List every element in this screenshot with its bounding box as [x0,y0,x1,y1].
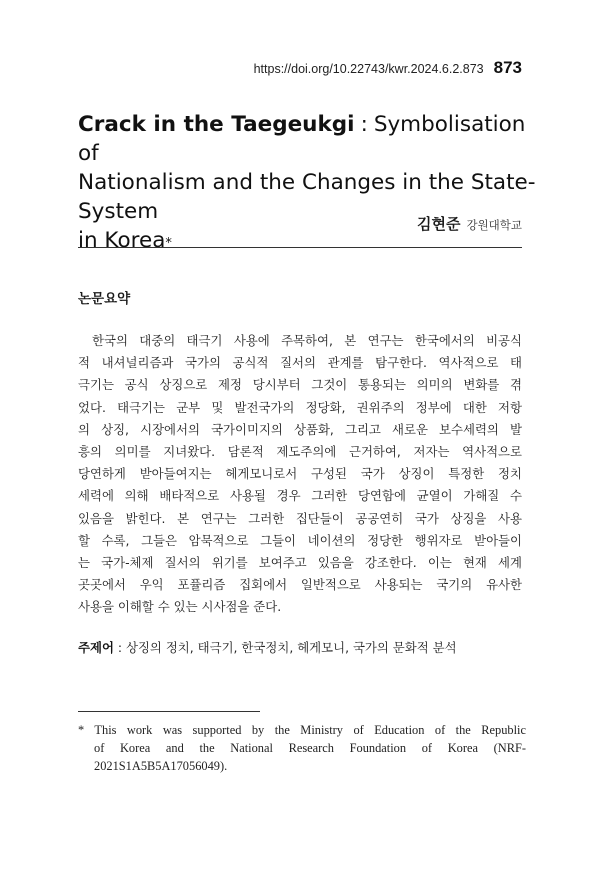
abstract-line: 한국의 대중의 태극기 사용에 주목하여, 본 연구는 한국에서의 비공식 [92,333,522,348]
page-number: 873 [493,58,522,77]
abstract-heading: 논문요약 [78,291,131,307]
author-name: 김현준 [416,215,461,233]
keywords-label: 주제어 [78,640,114,655]
title-main: Crack in the Taegeukgi [78,112,355,137]
doi-link[interactable]: https://doi.org/10.22743/kwr.2024.6.2.873 [253,62,484,76]
running-header [254,58,522,78]
abstract-line: 사용을 이해할 수 있는 시사점을 준다. [78,599,282,615]
footnote-divider [78,711,260,712]
footnote [78,721,526,775]
abstract-line: 있음을 밝힌다. 본 연구는 그러한 집단들이 공공연히 국가 상징을 사용 [78,510,522,526]
title-sub-2: Nationalism and the Changes in the State-System [78,170,536,224]
footnote-line: of Korea and the National Research Foundation of Korea (NRF- [94,741,526,755]
abstract-body [78,330,522,619]
title-separator: : [360,112,368,137]
abstract-line: 의 상징, 시장에서의 국가이미지의 상품화, 그리고 새로운 보수세력의 발 [78,421,522,437]
footnote-line: 2021S1A5B5A17056049). [94,759,228,773]
title-sub-3: in Korea [78,228,166,253]
title-footnote-mark: * [165,236,172,251]
abstract-line: 는 국가-체제 질서의 위기를 보여주고 있음을 강조한다. 이는 현재 세계 [78,555,522,571]
abstract-line: 곳곳에서 우익 포퓰리즘 집회에서 일반적으로 사용되는 국기의 유사한 [78,577,522,593]
abstract-line: 할 수록, 그들은 암묵적으로 그들이 네이션의 정당한 행위자로 받아들이 [78,532,522,548]
abstract-line: 적 내셔널리즘과 국가의 공식적 질서의 관계를 탐구한다. 역사적으로 태 [78,355,522,371]
abstract-line: 세력에 의해 배타적으로 사용될 경우 그러한 당연함에 균열이 가해질 수 [78,488,522,504]
abstract-line: 었다. 태극기는 군부 및 발전국가의 정당화, 권위주의 정부에 대한 저항 [78,399,522,415]
title-sub-1: Symbolisation of [78,112,526,166]
keywords [78,638,457,656]
author-affiliation: 강원대학교 [466,218,522,232]
abstract-line: 극기는 공식 상징으로 제정 당시부터 그것이 통용되는 의미의 변화를 겪 [78,377,522,393]
footnote-line: * This work was supported by the Ministry of Education of the Republic [78,723,526,737]
abstract-line: 흥의 의미를 지녀왔다. 담론적 제도주의에 근거하여, 저자는 역사적으로 [78,444,522,460]
abstract-line: 당연하게 받아들여지는 헤게모니로서 구성된 국가 상징이 특정한 정치 [78,466,522,482]
keywords-text: : 상징의 정치, 태극기, 한국정치, 헤게모니, 국가의 문화적 분석 [117,640,457,655]
title-divider [78,247,522,248]
author-block [417,213,522,234]
paper-title [78,110,538,258]
